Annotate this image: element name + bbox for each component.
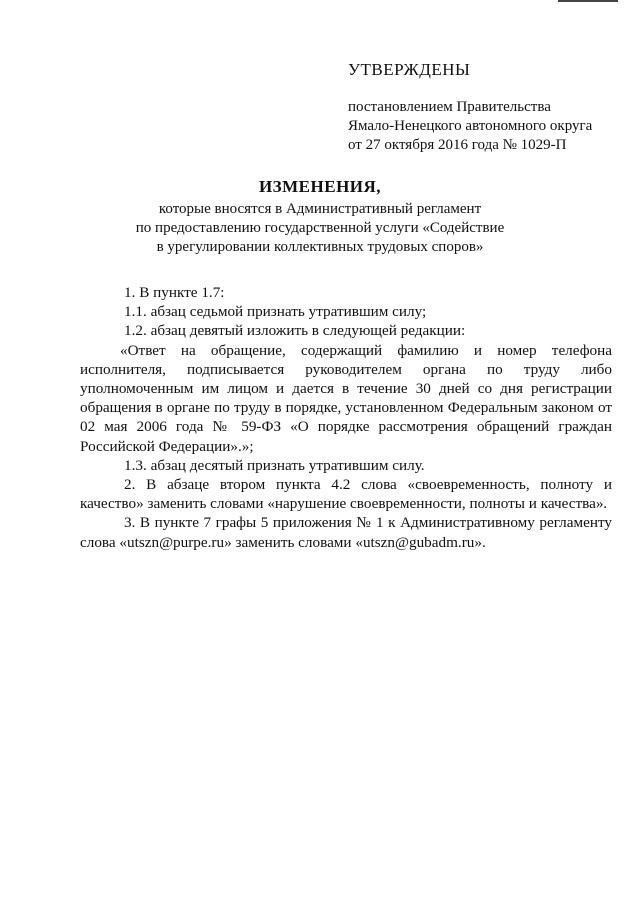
scan-edge-mark bbox=[558, 0, 618, 2]
paragraph-item-1-2: 1.2. абзац девятый изложить в следующей редакции: bbox=[124, 322, 466, 340]
approval-line-3: от 27 октября 2016 года № 1029-П bbox=[348, 137, 567, 153]
approval-block bbox=[348, 60, 618, 155]
paragraph-item-2: 2. В абзаце втором пункта 4.2 слова «своевременность, полноту и качество» заменить словами «нарушение своевременности, полноты и качества». bbox=[80, 476, 612, 513]
document-title: ИЗМЕНЕНИЯ, bbox=[258, 177, 382, 196]
approval-title: УТВЕРЖДЕНЫ bbox=[348, 60, 471, 79]
document-subtitle-line-2: по предоставлению государственной услуги «Содействие bbox=[135, 220, 505, 236]
approval-line-2: Ямало-Ненецкого автономного округа bbox=[348, 118, 593, 134]
document-body bbox=[80, 283, 612, 552]
document-heading bbox=[0, 176, 640, 257]
paragraph-quoted-text: «Ответ на обращение, содержащий фамилию и номер телефона исполнителя, подписывается руководителем органа по труду либо уполномоченным им лицом и дается в течение 30 дней со дня регистрации обращения в органе по труду в порядке, установленном Федеральным законом от 02 мая 2006 года № 59-ФЗ «О порядке рассмотрения обращений граждан Российской Федерации».»; bbox=[80, 341, 612, 455]
paragraph-item-1: 1. В пункте 1.7: bbox=[124, 284, 225, 301]
paragraph-item-1-3: 1.3. абзац десятый признать утратившим силу. bbox=[124, 456, 425, 474]
approval-line-1: постановлением Правительства bbox=[348, 99, 551, 115]
document-subtitle-line-1: которые вносятся в Административный регламент bbox=[158, 201, 482, 217]
paragraph-item-1-1: 1.1. абзац седьмой признать утратившим силу; bbox=[124, 303, 427, 321]
document-subtitle-line-3: в урегулировании коллективных трудовых споров» bbox=[156, 239, 484, 255]
paragraph-item-3: 3. В пункте 7 графы 5 приложения № 1 к Административному регламенту слова «utszn@purpe.ru» заменить словами «utszn@gubadm.ru». bbox=[80, 514, 612, 551]
